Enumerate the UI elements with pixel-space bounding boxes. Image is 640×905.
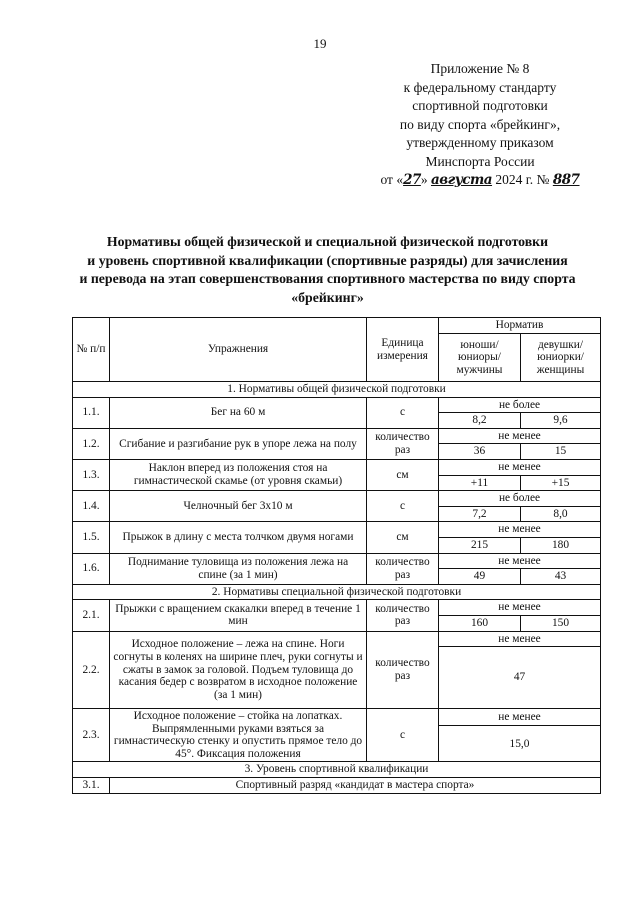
document-title (50, 233, 605, 307)
header-norm: Норматив (439, 318, 601, 334)
section-row (73, 382, 601, 398)
row-num: 2.1. (73, 600, 110, 631)
value-boys: +11 (439, 475, 521, 491)
handwritten-month: августа (431, 172, 493, 188)
row-exercise: Челночный бег 3х10 м (110, 491, 367, 522)
appendix-block (325, 60, 635, 190)
table-row (73, 522, 601, 538)
row-exercise: Прыжок в длину с места толчком двумя ногами (110, 522, 367, 553)
row-exercise: Наклон вперед из положения стоя на гимнастической скамье (от уровня скамьи) (110, 459, 367, 490)
appendix-line: спортивной подготовки (412, 98, 548, 113)
row-exercise: Исходное положение – лежа на спине. Ноги согнуты в коленях на ширине плеч, руки согнуты и сжаты в замок за головой. Подъем туловища до касания бедер с возвратом в исходное положение (за 1 мин) (110, 631, 367, 709)
row-unit: количество раз (367, 553, 439, 584)
row-exercise: Исходное положение – стойка на лопатках. Выпрямленными руками взяться за гимнастическую стенку и опустить прямое тело до 45°. Фиксация положения (110, 709, 367, 762)
page-number: 19 (313, 36, 327, 51)
header-boys: юноши/ юниоры/ мужчины (439, 334, 521, 382)
row-unit: см (367, 522, 439, 553)
row-unit: количество раз (367, 600, 439, 631)
row-unit: с (367, 709, 439, 762)
row-num: 1.3. (73, 459, 110, 490)
row-num: 3.1. (73, 778, 110, 794)
value-common: 47 (439, 647, 601, 709)
row-exercise: Сгибание и разгибание рук в упоре лежа на полу (110, 428, 367, 459)
appendix-line: по виду спорта «брейкинг», (399, 116, 561, 132)
row-exercise: Бег на 60 м (110, 397, 367, 428)
value-boys: 160 (439, 615, 521, 631)
value-boys: 215 (439, 537, 521, 553)
table-row (73, 709, 601, 726)
appendix-line: утвержденному приказом (406, 135, 554, 150)
row-num: 1.5. (73, 522, 110, 553)
row-criterion: не менее (439, 553, 601, 569)
table-row (73, 459, 601, 475)
title-line: «брейкинг» (291, 289, 364, 305)
value-girls: 180 (521, 537, 601, 553)
table-row (73, 600, 601, 616)
section-title: 3. Уровень спортивной квалификации (73, 762, 601, 778)
value-boys: 8,2 (439, 413, 521, 429)
row-num: 1.2. (73, 428, 110, 459)
row-criterion: не менее (439, 522, 601, 538)
section-title: 2. Нормативы специальной физической подготовки (73, 584, 601, 600)
row-criterion: не менее (439, 459, 601, 475)
date-year: 2024 г. № (492, 172, 553, 187)
appendix-line: Минспорта России (425, 153, 535, 169)
section-title: 1. Нормативы общей физической подготовки (73, 382, 601, 398)
row-unit: см (367, 459, 439, 490)
handwritten-day: 27 (403, 172, 421, 188)
date-prefix: от « (380, 172, 404, 187)
section-row (73, 584, 601, 600)
value-boys: 7,2 (439, 506, 521, 522)
row-exercise: Спортивный разряд «кандидат в мастера спорта» (110, 778, 601, 794)
value-girls: 15 (521, 444, 601, 460)
row-num: 2.2. (73, 631, 110, 709)
table-row (73, 428, 601, 444)
row-criterion: не менее (439, 600, 601, 616)
row-num: 2.3. (73, 709, 110, 762)
row-num: 1.4. (73, 491, 110, 522)
row-unit: количество раз (367, 428, 439, 459)
table-row (73, 491, 601, 507)
row-criterion: не менее (439, 631, 601, 647)
title-line: и перевода на этап совершенствования спортивного мастерства по виду спорта (79, 271, 576, 286)
appendix-line: к федеральному стандарту (403, 79, 557, 95)
norms-table (72, 317, 601, 794)
table-row (73, 631, 601, 647)
appendix-line: Приложение № 8 (430, 61, 530, 76)
value-girls: 150 (521, 615, 601, 631)
title-line: Нормативы общей физической и специальной физической подготовки (106, 234, 549, 249)
title-line: и уровень спортивной квалификации (спортивные разряды) для зачисления (87, 252, 568, 268)
row-criterion: не более (439, 397, 601, 413)
header-num: № п/п (73, 318, 110, 382)
row-criterion: не менее (439, 709, 601, 726)
table-row (73, 553, 601, 569)
row-num: 1.6. (73, 553, 110, 584)
row-criterion: не более (439, 491, 601, 507)
value-boys: 36 (439, 444, 521, 460)
row-unit: с (367, 491, 439, 522)
order-date-line (325, 171, 635, 190)
row-criterion: не менее (439, 428, 601, 444)
section-row (73, 762, 601, 778)
header-girls: девушки/ юниорки/ женщины (521, 334, 601, 382)
header-exercise: Упражнения (110, 318, 367, 382)
row-exercise: Поднимание туловища из положения лежа на спине (за 1 мин) (110, 553, 367, 584)
table-row (73, 397, 601, 413)
row-exercise: Прыжки с вращением скакалки вперед в течение 1 мин (110, 600, 367, 631)
value-girls: 43 (521, 569, 601, 585)
value-girls: 9,6 (521, 413, 601, 429)
handwritten-order-number: 887 (552, 172, 580, 188)
header-unit: Единица измерения (367, 318, 439, 382)
row-unit: количество раз (367, 631, 439, 709)
value-girls: +15 (521, 475, 601, 491)
table-row (73, 778, 601, 794)
date-mid: » (420, 172, 428, 187)
row-unit: с (367, 397, 439, 428)
value-common: 15,0 (439, 726, 601, 762)
value-girls: 8,0 (521, 506, 601, 522)
row-num: 1.1. (73, 397, 110, 428)
value-boys: 49 (439, 569, 521, 585)
